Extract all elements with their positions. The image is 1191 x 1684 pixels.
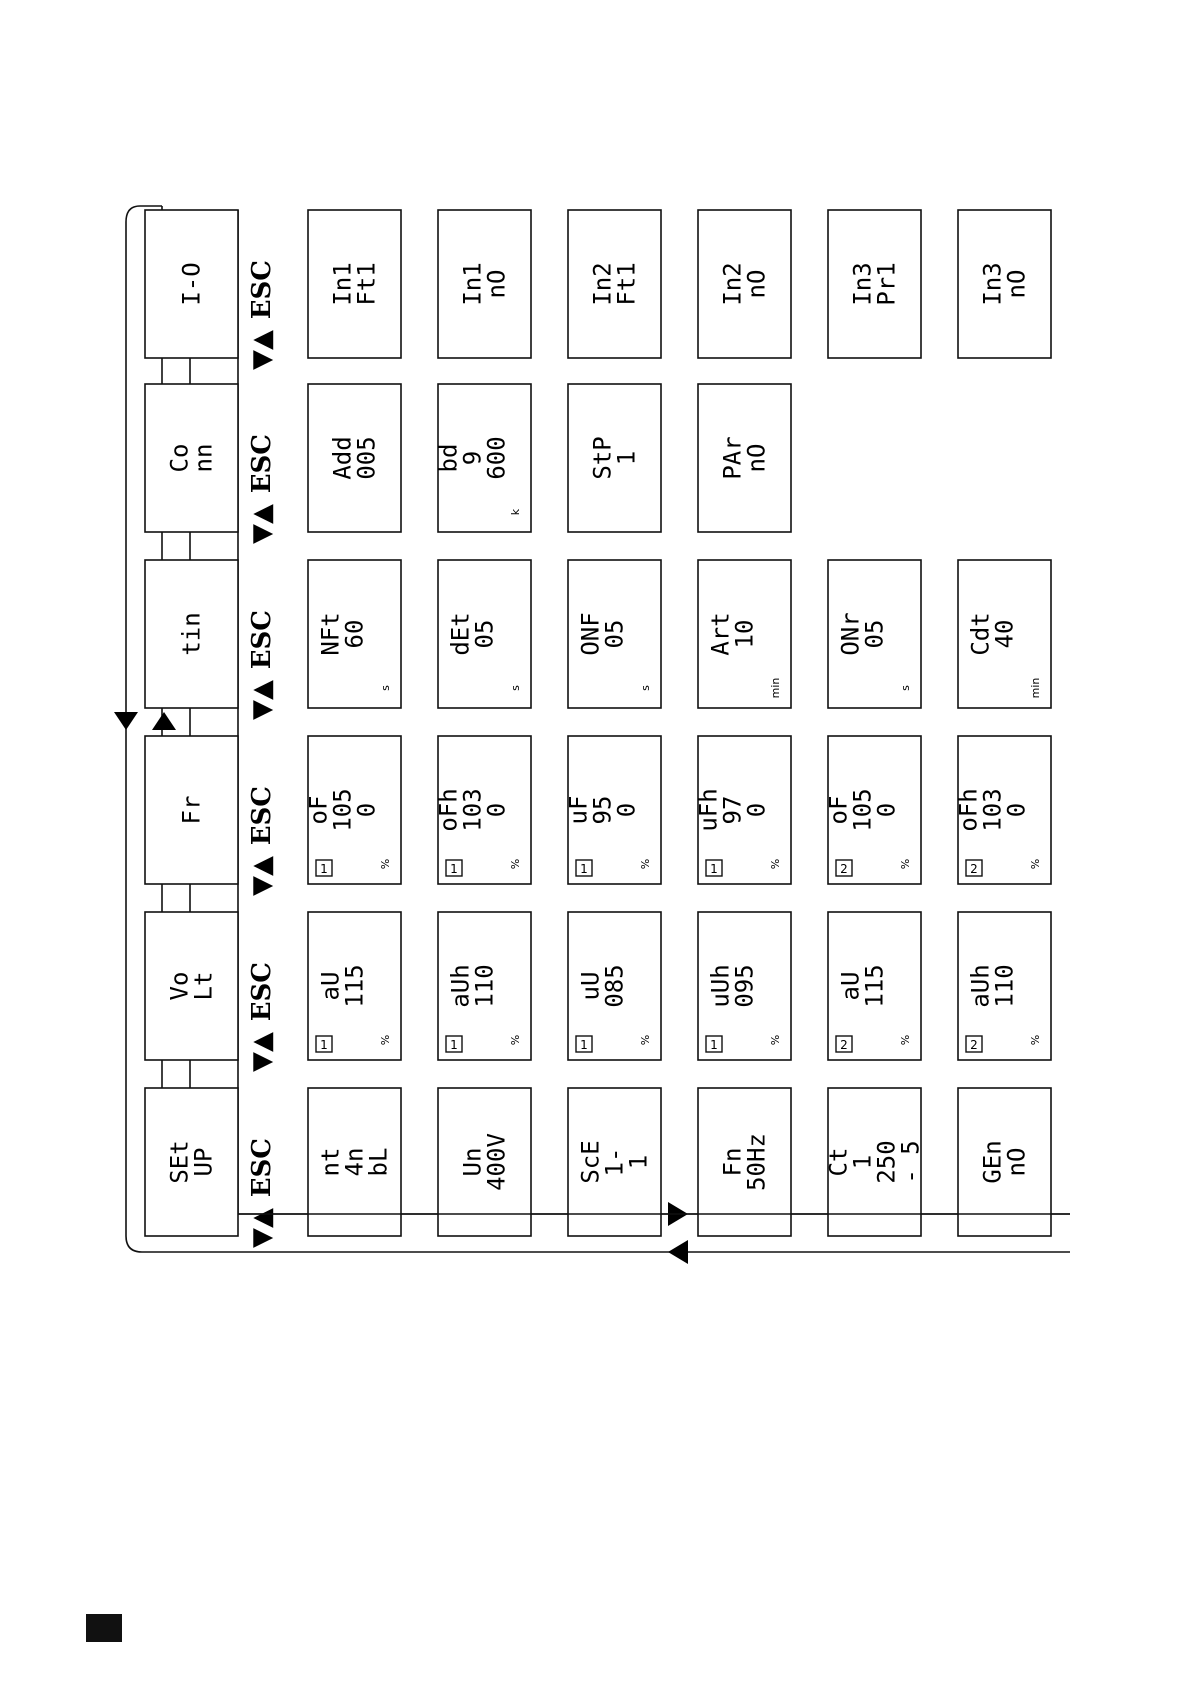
set-marker-number: 2 bbox=[970, 862, 978, 876]
unit-label: min bbox=[769, 677, 782, 699]
lcd-value: 60 bbox=[340, 619, 369, 649]
esc-group[interactable] bbox=[247, 610, 277, 720]
lcd-value: In2 bbox=[588, 262, 617, 306]
lcd-value: uUh bbox=[706, 964, 735, 1008]
esc-group[interactable] bbox=[247, 786, 277, 896]
lcd-value: ONr bbox=[836, 612, 865, 656]
lcd-value: bd bbox=[434, 443, 463, 473]
lcd-value: NFt bbox=[316, 612, 345, 656]
lcd-value: SEt bbox=[165, 1140, 194, 1184]
lcd-value: Un bbox=[458, 1147, 487, 1177]
lcd-value: tin bbox=[177, 612, 206, 656]
lcd-text-group bbox=[178, 612, 206, 655]
lcd-value: 0 bbox=[612, 802, 641, 818]
lcd-value: nO bbox=[742, 269, 771, 299]
lcd-value: nO bbox=[482, 269, 511, 299]
lcd-text-group bbox=[166, 972, 218, 1001]
lcd-value: 110 bbox=[990, 964, 1019, 1008]
unit-label: k bbox=[509, 508, 522, 516]
lcd-value: aU bbox=[316, 971, 345, 1001]
lcd-value: 250 bbox=[872, 1140, 901, 1184]
lcd-value: uFh bbox=[694, 788, 723, 832]
lcd-value: aUh bbox=[966, 964, 995, 1008]
set-marker-number: 1 bbox=[580, 862, 588, 876]
lcd-value: 600 bbox=[482, 436, 511, 480]
lcd-value: ScE bbox=[576, 1140, 605, 1184]
lcd-value: nO bbox=[1002, 269, 1031, 299]
lcd-value: 1 bbox=[848, 1154, 877, 1170]
lcd-value: In2 bbox=[718, 262, 747, 306]
esc-label[interactable]: ESC bbox=[247, 434, 277, 494]
lcd-value: 103 bbox=[458, 788, 487, 832]
lcd-value: 085 bbox=[600, 964, 629, 1008]
lcd-value: Fr bbox=[177, 795, 206, 825]
lcd-value: 95 bbox=[588, 795, 617, 825]
lcd-value: Art bbox=[706, 612, 735, 656]
lcd-value: GEn bbox=[978, 1140, 1007, 1184]
lcd-value: Fn bbox=[718, 1147, 747, 1177]
lcd-value: In1 bbox=[458, 262, 487, 306]
set-marker-number: 1 bbox=[320, 1038, 328, 1052]
lcd-value: 1 bbox=[624, 1154, 653, 1170]
lcd-value: Cdt bbox=[966, 612, 995, 656]
lcd-value: nO bbox=[742, 443, 771, 473]
lcd-text-group bbox=[329, 436, 381, 479]
unit-label: min bbox=[1029, 677, 1042, 699]
lcd-value: - 5 bbox=[896, 1140, 925, 1184]
lcd-value: PAr bbox=[718, 436, 747, 480]
lcd-value: Ft1 bbox=[352, 262, 381, 306]
nav-hint[interactable]: ▼▲ bbox=[247, 1208, 277, 1248]
page-marker bbox=[86, 1614, 122, 1642]
lcd-text-group bbox=[589, 262, 641, 305]
esc-label[interactable]: ESC bbox=[247, 260, 277, 320]
lcd-value: oF bbox=[304, 795, 333, 825]
lcd-text-group bbox=[178, 262, 206, 305]
lcd-value: I-O bbox=[177, 262, 206, 306]
lcd-value: 40 bbox=[990, 619, 1019, 649]
lcd-value: Add bbox=[328, 436, 357, 480]
lcd-value: In3 bbox=[978, 262, 1007, 306]
lcd-value: 115 bbox=[340, 964, 369, 1008]
esc-label[interactable]: ESC bbox=[247, 610, 277, 670]
lcd-value: Pr1 bbox=[872, 262, 901, 306]
unit-label: s bbox=[639, 685, 652, 691]
lcd-value: nO bbox=[1002, 1147, 1031, 1177]
lcd-value: 0 bbox=[482, 802, 511, 818]
esc-label[interactable]: ESC bbox=[247, 1138, 277, 1198]
lcd-text-group bbox=[329, 262, 381, 305]
lcd-text-group bbox=[166, 444, 218, 473]
lcd-value: Ct bbox=[824, 1147, 853, 1177]
esc-group[interactable] bbox=[247, 434, 277, 544]
lcd-value: 105 bbox=[848, 788, 877, 832]
lcd-value: 97 bbox=[718, 795, 747, 825]
lcd-value: oF bbox=[824, 795, 853, 825]
unit-label: % bbox=[899, 1034, 912, 1046]
set-marker-number: 1 bbox=[450, 862, 458, 876]
lcd-value: 1- bbox=[600, 1147, 629, 1177]
lcd-value: Co bbox=[165, 443, 194, 473]
lcd-value: 0 bbox=[872, 802, 901, 818]
lcd-value: aU bbox=[836, 971, 865, 1001]
unit-label: % bbox=[769, 1034, 782, 1046]
unit-label: % bbox=[769, 858, 782, 870]
lcd-value: 400V bbox=[482, 1133, 511, 1191]
esc-label[interactable]: ESC bbox=[247, 962, 277, 1022]
lcd-value: 4n bbox=[340, 1147, 369, 1177]
lcd-value: oFh bbox=[434, 788, 463, 832]
set-marker-number: 2 bbox=[840, 862, 848, 876]
unit-label: % bbox=[509, 1034, 522, 1046]
lcd-value: 105 bbox=[328, 788, 357, 832]
lcd-value: uU bbox=[576, 971, 605, 1001]
lcd-value: 0 bbox=[742, 802, 771, 818]
esc-group[interactable] bbox=[247, 1138, 277, 1248]
lcd-value: In1 bbox=[328, 262, 357, 306]
unit-label: s bbox=[509, 685, 522, 691]
up-triangle-icon bbox=[152, 712, 176, 730]
lcd-value: In3 bbox=[848, 262, 877, 306]
down-triangle-icon bbox=[114, 712, 138, 730]
set-marker-number: 1 bbox=[580, 1038, 588, 1052]
esc-group[interactable] bbox=[247, 260, 277, 370]
lcd-value: 05 bbox=[600, 619, 629, 649]
esc-label[interactable]: ESC bbox=[247, 786, 277, 846]
lcd-value: StP bbox=[588, 436, 617, 480]
set-marker-number: 1 bbox=[320, 862, 328, 876]
lcd-value: Vo bbox=[165, 971, 194, 1001]
lcd-value: 110 bbox=[470, 964, 499, 1008]
set-marker-number: 2 bbox=[970, 1038, 978, 1052]
lcd-text-group bbox=[849, 262, 901, 305]
unit-label: % bbox=[639, 858, 652, 870]
lcd-value: UP bbox=[189, 1147, 218, 1177]
lcd-value: oFh bbox=[954, 788, 983, 832]
unit-label: % bbox=[379, 858, 392, 870]
lcd-value: 0 bbox=[352, 802, 381, 818]
lcd-value: 1 bbox=[612, 450, 641, 466]
set-marker-number: 1 bbox=[450, 1038, 458, 1052]
lcd-value: dEt bbox=[446, 612, 475, 656]
lcd-text-group bbox=[178, 796, 206, 825]
unit-label: s bbox=[379, 685, 392, 691]
nav-hint[interactable]: ▼▲ bbox=[247, 856, 277, 896]
lcd-value: aUh bbox=[446, 964, 475, 1008]
lcd-text-group bbox=[317, 1148, 393, 1177]
lcd-value: 103 bbox=[978, 788, 1007, 832]
esc-group[interactable] bbox=[247, 962, 277, 1072]
unit-label: % bbox=[379, 1034, 392, 1046]
lcd-value: 50Hz bbox=[742, 1133, 771, 1191]
unit-label: % bbox=[899, 858, 912, 870]
lcd-value: 10 bbox=[730, 619, 759, 649]
set-marker-number: 1 bbox=[710, 862, 718, 876]
unit-label: % bbox=[1029, 1034, 1042, 1046]
nav-hint[interactable]: ▼▲ bbox=[247, 680, 277, 720]
lcd-value: 05 bbox=[470, 619, 499, 649]
unit-label: % bbox=[509, 858, 522, 870]
nav-hint[interactable]: ▼▲ bbox=[247, 330, 277, 370]
lcd-value: Lt bbox=[189, 971, 218, 1001]
set-marker-number: 2 bbox=[840, 1038, 848, 1052]
lcd-value: bL bbox=[364, 1147, 393, 1177]
lcd-value: Ft1 bbox=[612, 262, 641, 306]
unit-label: % bbox=[1029, 858, 1042, 870]
nav-hint[interactable]: ▼▲ bbox=[247, 504, 277, 544]
lcd-value: nn bbox=[189, 443, 218, 473]
lcd-value: 0 bbox=[1002, 802, 1031, 818]
lcd-value: 095 bbox=[730, 964, 759, 1008]
lcd-value: ONF bbox=[576, 612, 605, 656]
esc-layer bbox=[247, 260, 277, 1248]
unit-label: s bbox=[899, 685, 912, 691]
lcd-value: uF bbox=[564, 795, 593, 825]
display-grid bbox=[190, 210, 1070, 1236]
left-arrow-icon bbox=[668, 1240, 688, 1264]
lcd-value: 005 bbox=[352, 436, 381, 480]
lcd-value: 115 bbox=[860, 964, 889, 1008]
lcd-value: 9 bbox=[458, 450, 487, 466]
lcd-value: 05 bbox=[860, 619, 889, 649]
unit-label: % bbox=[639, 1034, 652, 1046]
lcd-value: nt bbox=[316, 1147, 345, 1177]
nav-hint[interactable]: ▼▲ bbox=[247, 1032, 277, 1072]
set-marker-number: 1 bbox=[710, 1038, 718, 1052]
